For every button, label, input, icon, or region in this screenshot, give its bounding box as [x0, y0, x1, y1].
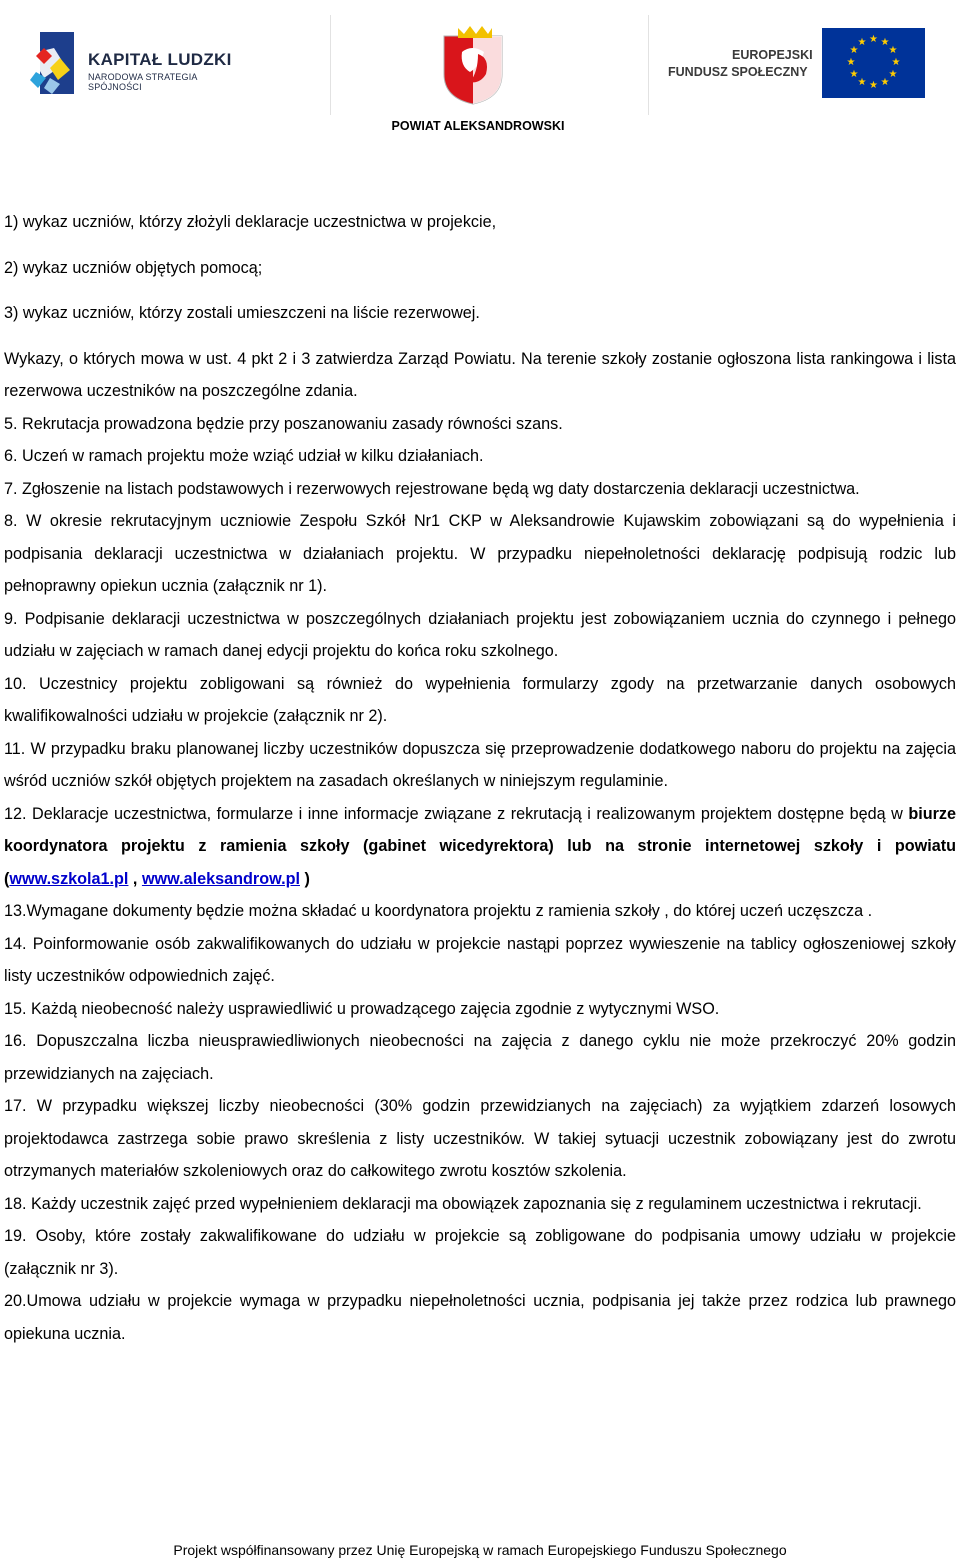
szkola-link[interactable]: www.szkola1.pl: [9, 869, 129, 888]
kapital-ludzki-logo: [30, 28, 240, 100]
svg-text:★: ★: [857, 77, 867, 88]
svg-text:★: ★: [888, 45, 898, 56]
svg-text:★: ★: [846, 57, 856, 68]
paragraph-15: 15. Każdą nieobecność należy usprawiedliwić u prowadzącego zajęcia zgodnie z wytycznymi WSO.: [4, 999, 720, 1018]
svg-text:★: ★: [849, 45, 859, 56]
paragraph-wykazy: Wykazy, o których mowa w ust. 4 pkt 2 i 3 zatwierdza Zarząd Powiatu. Na terenie szkoły zostanie ogłoszona lista rankingowa i lista rezerwowa uczestników na poszczególne zdania.: [4, 349, 956, 400]
powiat-crest-icon: [440, 22, 506, 106]
paragraph-8: 8. W okresie rekrutacyjnym uczniowie Zespołu Szkół Nr1 CKP w Aleksandrowie Kujawskim zobowiązani są do wypełnienia i podpisania deklaracji uczestnictwa w działaniach projektu. W przypadku niepełnoletności deklarację podpisują rodzic lub pełnoprawny opiekun ucznia (załącznik nr 1).: [4, 512, 956, 595]
svg-text:★: ★: [880, 77, 890, 88]
paragraph-12-bold: biurze koordynatora projektu z ramienia szkoły (gabinet wicedyrektora) lub na stronie internetowej szkoły i powiatu (: [4, 804, 956, 888]
efs-line1: EUROPEJSKI: [732, 48, 813, 62]
paragraph-13: 13.Wymagane dokumenty będzie można składać u koordynatora projektu z ramienia szkoły , do której uczeń uczęszcza .: [4, 902, 873, 920]
paragraph-12-start: 12. Deklaracje uczestnictwa, formularze i inne informacje związane z rekrutacją i realizowanym projektem dostępne będą w: [4, 804, 909, 823]
kapital-ludzki-title: KAPITAŁ LUDZKI: [88, 50, 232, 69]
paragraph-10: 10. Uczestnicy projektu zobligowani są również do wypełnienia formularzy zgody na przetwarzanie danych osobowych kwalifikowalności udziału w projekcie (załącznik nr 2).: [4, 674, 956, 725]
svg-text:★: ★: [849, 69, 859, 80]
powiat-caption: POWIAT ALEKSANDROWSKI: [391, 119, 565, 133]
aleksandrow-link[interactable]: www.aleksandrow.pl: [141, 869, 300, 888]
list-item: 1) wykaz uczniów, którzy złożyli deklaracje uczestnictwa w projekcie,: [4, 213, 497, 231]
paragraph-6: 6. Uczeń w ramach projektu może wziąć udział w kilku działaniach.: [4, 447, 484, 465]
efs-line2: FUNDUSZ SPOŁECZNY: [668, 65, 808, 79]
svg-text:★: ★: [888, 69, 898, 80]
paragraph-7: 7. Zgłoszenie na listach podstawowych i rezerwowych rejestrowane będą wg daty dostarczenia deklaracji uczestnictwa.: [4, 479, 860, 498]
paragraph-12: [4, 798, 956, 896]
paragraph-9: 9. Podpisanie deklaracji uczestnictwa w poszczególnych działaniach projektu jest zobowiązaniem ucznia do czynnego i pełnego udziału w zajęciach w ramach danej edycji projektu do końca roku szkolnego.: [4, 609, 956, 660]
kapital-ludzki-icon: [30, 28, 86, 100]
efs-logo: [668, 28, 928, 100]
eu-flag-icon: [822, 28, 925, 98]
svg-text:★: ★: [869, 80, 878, 91]
paragraph-20: 20.Umowa udziału w projekcie wymaga w przypadku niepełnoletności ucznia, podpisania jej także przez rodzica lub prawnego opiekuna ucznia.: [4, 1292, 956, 1343]
header-divider: [648, 15, 649, 115]
document-body: [4, 206, 956, 1350]
paragraph-12-end: ): [299, 869, 310, 888]
svg-text:★: ★: [869, 34, 878, 45]
paragraph-5: 5. Rekrutacja prowadzona będzie przy poszanowaniu zasady równości szans.: [4, 414, 563, 433]
link-separator: ,: [128, 869, 142, 888]
kapital-ludzki-subtitle: NARODOWA STRATEGIA SPÓJNOŚCI: [88, 72, 198, 92]
page-footer: Projekt współfinansowany przez Unię Europejską w ramach Europejskiego Funduszu Społecznego: [173, 1542, 787, 1558]
header-divider: [330, 15, 331, 115]
paragraph-11: 11. W przypadku braku planowanej liczby uczestników dopuszcza się przeprowadzenie dodatkowego naboru do projektu na zajęcia wśród uczniów szkół objętych projektem na zasadach określanych w niniejszym regulaminie.: [4, 739, 956, 790]
paragraph-16: 16. Dopuszczalna liczba nieusprawiedliwionych nieobecności na zajęcia z danego cyklu nie może przekroczyć 20% godzin przewidzianych na zajęciach.: [4, 1032, 956, 1083]
page-header: [0, 0, 960, 150]
paragraph-18: 18. Każdy uczestnik zajęć przed wypełnieniem deklaracji ma obowiązek zapoznania się z regulaminem uczestnictwa i rekrutacji.: [4, 1194, 922, 1213]
paragraph-17: 17. W przypadku większej liczby nieobecności (30% godzin przewidzianych na zajęciach) za wyjątkiem zdarzeń losowych projektodawca zastrzega sobie prawo skreślenia z listy uczestników. W takiej sytuacji uczestnik zobowiązany jest do zwrotu otrzymanych materiałów szkoleniowych oraz do całkowitego zwrotu kosztów szkolenia.: [4, 1097, 956, 1180]
list-item: 2) wykaz uczniów objętych pomocą;: [4, 258, 263, 277]
svg-text:★: ★: [891, 57, 901, 68]
paragraph-19: 19. Osoby, które zostały zakwalifikowane do udziału w projekcie są zobligowane do podpisania umowy udziału w projekcie (załącznik nr 3).: [4, 1227, 956, 1278]
svg-text:★: ★: [880, 37, 890, 48]
paragraph-14: 14. Poinformowanie osób zakwalifikowanych do udziału w projekcie nastąpi poprzez wywieszenie na tablicy ogłoszeniowej szkoły listy uczestników odpowiednich zajęć.: [4, 934, 956, 985]
list-item: 3) wykaz uczniów, którzy zostali umieszczeni na liście rezerwowej.: [4, 304, 480, 322]
svg-text:★: ★: [857, 37, 867, 48]
